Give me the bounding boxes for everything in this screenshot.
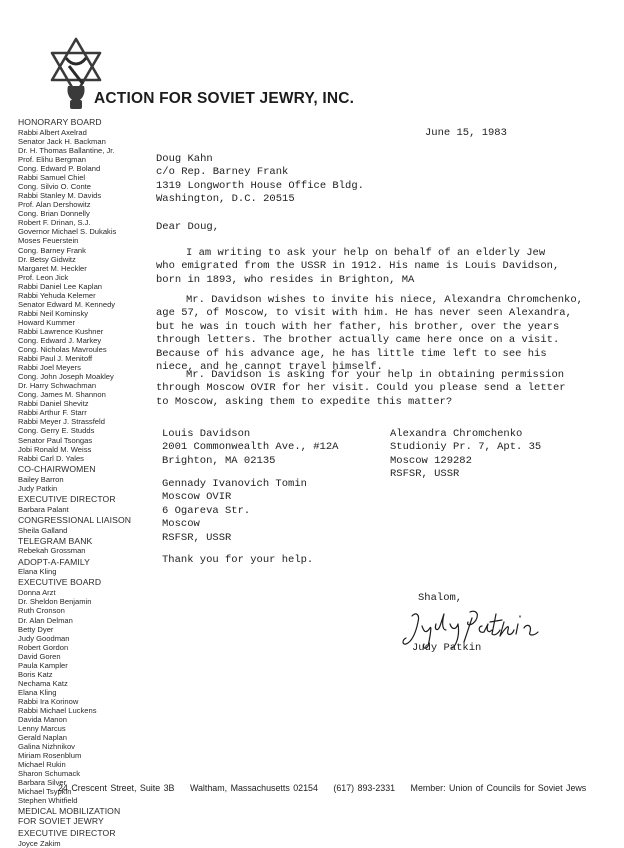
davidson-address [162,428,338,468]
board-member-name: Rabbi Yehuda Kelemer [18,290,96,300]
thanks-line: Thank you for your help. [162,554,314,566]
text-line: through Moscow OVIR for her visit. Could you please send a letter [156,382,566,395]
board-member-name: Rabbi Joel Meyers [18,363,81,373]
board-member-name: Howard Kummer [18,317,75,327]
footer-city: Waltham, Massachusetts 02154 [189,783,318,793]
board-member-name: Davida Manon [18,715,67,725]
board-member-name: Lenny Marcus [18,724,66,734]
board-member-name: Ruth Cronson [18,606,65,616]
board-member-name: Senator Paul Tsongas [18,435,93,445]
board-section-heading: EXECUTIVE DIRECTOR [18,493,116,504]
board-section-heading: CO-CHAIRWOMEN [18,463,96,474]
recipient-line: c/o Rep. Barney Frank [156,166,289,179]
board-member-name: Rabbi Stanley M. Davids [18,191,102,201]
board-member-name: Rabbi Samuel Chiel [18,173,86,183]
board-member-name: Prof. Leon Jick [18,272,69,282]
board-member-name: David Goren [18,651,61,661]
board-member-name: Rabbi Daniel Lee Kaplan [18,281,103,291]
board-member-name: Elana Kling [18,567,57,577]
board-member-name: Barbara Palant [18,504,69,514]
board-member-name: Joyce Zakim [18,839,61,848]
text-line: but he was in touch with her father, his brother, over the years [156,320,560,333]
text-line: Mr. Davidson wishes to invite his niece, Alexandra Chromchenko, [186,294,583,306]
recipient-address [156,153,364,207]
board-member-name: Governor Michael S. Dukakis [18,227,117,237]
recipient-line: 1319 Longworth House Office Bldg. [156,179,364,192]
closing: Shalom, [418,592,463,604]
board-member-name: Prof. Elihu Bergman [18,155,86,165]
board-member-name: Rabbi Lawrence Kushner [18,326,104,336]
letter-date: June 15, 1983 [425,127,507,139]
board-member-name: Cong. Silvio O. Conte [18,182,92,192]
board-member-name: Stephen Whitfield [18,796,78,806]
board-member-name: Judy Patkin [18,483,58,493]
text-line: I am writing to ask your help on behalf of an elderly Jew [186,247,546,259]
board-member-name: Rebekah Grossman [18,546,86,556]
board-member-name: Cong. Gerry E. Studds [18,426,95,436]
text-line: to Moscow, asking them to expedite this matter? [156,395,453,408]
board-member-name: Dr. Harry Schwachman [18,381,97,391]
board-member-name: Robert F. Drinan, S.J. [18,218,91,228]
board-member-name: Elana Kling [18,687,57,697]
chromchenko-address [390,428,541,482]
paragraph-1 [156,247,559,287]
board-member-name: Paula Kampler [18,660,68,670]
text-line: through letters. The brother actually came here once on a visit. [156,334,560,347]
board-member-name: Rabbi Ira Korinow [18,696,79,706]
address-line: 2001 Commonwealth Ave., #12A [162,441,339,454]
board-member-name: Dr. H. Thomas Ballantine, Jr. [18,146,115,155]
text-line: born in 1893, who resides in Brighton, MA [156,273,415,286]
footer-address [58,783,586,793]
salutation: Dear Doug, [156,221,220,233]
footer-phone: (617) 893-2331 [333,783,396,793]
board-member-name: Bailey Barron [18,474,64,484]
board-member-name: Betty Dyer [18,624,54,634]
text-line: niece, and he cannot travel himself. [156,361,383,374]
text-line: Because of his advance age, he has little time left to see his [156,347,547,360]
address-line: Gennady Ivanovich Tomin [162,478,307,490]
board-section-heading: MEDICAL MOBILIZATION FOR SOVIET JEWRY [18,806,121,827]
board-member-name: Donna Arzt [18,588,56,598]
board-member-name: Boris Katz [18,669,53,679]
board-member-name: Sheila Galland [18,525,68,535]
board-member-name: Rabbi Arthur F. Starr [18,408,87,418]
board-member-name: Rabbi Neil Kominsky [18,308,89,318]
address-line: Brighton, MA 02135 [162,454,276,467]
board-section-heading: EXECUTIVE BOARD [18,577,102,588]
text-line: Mr. Davidson is asking for your help in obtaining permission [186,369,565,381]
board-member-name: Dr. Sheldon Benjamin [18,597,92,607]
board-member-name: Nechama Katz [18,678,68,688]
board-member-name: Cong. Barney Frank [18,245,86,255]
footer-member: Member: Union of Councils for Soviet Jews [410,783,587,793]
address-line: RSFSR, USSR [162,531,232,544]
board-member-name: Rabbi Albert Axelrad [18,127,87,137]
board-member-name: Senator Jack H. Backman [18,136,106,146]
board-section-heading: HONORARY BOARD [18,117,102,127]
address-line: Moscow OVIR [162,491,232,504]
board-member-name: Cong. James M. Shannon [18,390,106,400]
board-member-name: Cong. John Joseph Moakley [18,372,114,382]
board-member-name: Robert Gordon [18,642,69,652]
board-member-name: Margaret M. Heckler [18,263,87,273]
board-member-name: Dr. Betsy Gidwitz [18,254,76,264]
board-member-name: Sharon Schumack [18,769,81,779]
board-member-name: Rabbi Paul J. Menitoff [18,354,93,364]
board-member-name: Judy Goodman [18,633,70,643]
board-member-name: Gerald Naplan [18,733,67,743]
recipient-line: Washington, D.C. 20515 [156,193,295,206]
board-member-name: Rabbi Daniel Shevitz [18,399,89,409]
paragraph-3 [156,369,566,409]
organization-name: ACTION FOR SOVIET JEWRY, INC. [94,90,355,107]
board-member-name: Cong. Nicholas Mavroules [18,345,107,355]
board-member-name: Cong. Edward P. Boland [18,164,101,174]
board-member-name: Dr. Alan Delman [18,615,73,625]
text-line: who emigrated from the USSR in 1912. His name is Louis Davidson, [156,260,560,273]
board-member-name: Rabbi Michael Luckens [18,705,97,715]
recipient-line: Doug Kahn [156,153,213,165]
footer-street: 24 Crescent Street, Suite 3B [58,783,175,793]
address-line: Studioniy Pr. 7, Apt. 35 [390,441,542,454]
board-member-name: Jobi Ronald M. Weiss [18,444,92,454]
text-line: age 57, of Moscow, to visit with him. He has never seen Alexandra, [156,307,572,320]
board-member-name: Moses Feuerstein [18,236,79,246]
address-line: Moscow [162,518,200,531]
address-line: RSFSR, USSR [390,468,460,481]
board-member-name: Michael Tsypkin [18,787,72,797]
board-member-name: Rabbi Carl D. Yales [18,453,84,463]
board-member-name: Prof. Alan Dershowitz [18,200,91,210]
board-member-name: Cong. Brian Donnelly [18,209,90,219]
board-member-name: Michael Rukin [18,760,66,770]
board-member-name: Barbara Silver [18,778,67,788]
board-member-name: Cong. Edward J. Markey [18,335,102,345]
board-members-list [18,118,158,848]
board-member-name: Senator Edward M. Kennedy [18,299,116,309]
address-line: Alexandra Chromchenko [390,428,523,440]
board-member-name: Rabbi Meyer J. Strassfeld [18,417,105,427]
tomin-address [162,478,307,545]
board-section-heading: TELEGRAM BANK [18,535,93,546]
address-line: 6 Ogareva Str. [162,504,251,517]
board-section-heading: CONGRESSIONAL LIAISON [18,514,132,525]
board-section-heading: ADOPT-A-FAMILY [18,556,90,567]
signer-name: Judy Patkin [412,642,482,654]
address-line: Moscow 129282 [390,454,472,467]
address-line: Louis Davidson [162,428,251,440]
board-section-heading: EXECUTIVE DIRECTOR [18,828,116,839]
paragraph-2 [156,294,583,374]
board-member-name: Miriam Rosenblum [18,751,82,761]
board-member-name: Galina Nizhnikov [18,742,75,752]
